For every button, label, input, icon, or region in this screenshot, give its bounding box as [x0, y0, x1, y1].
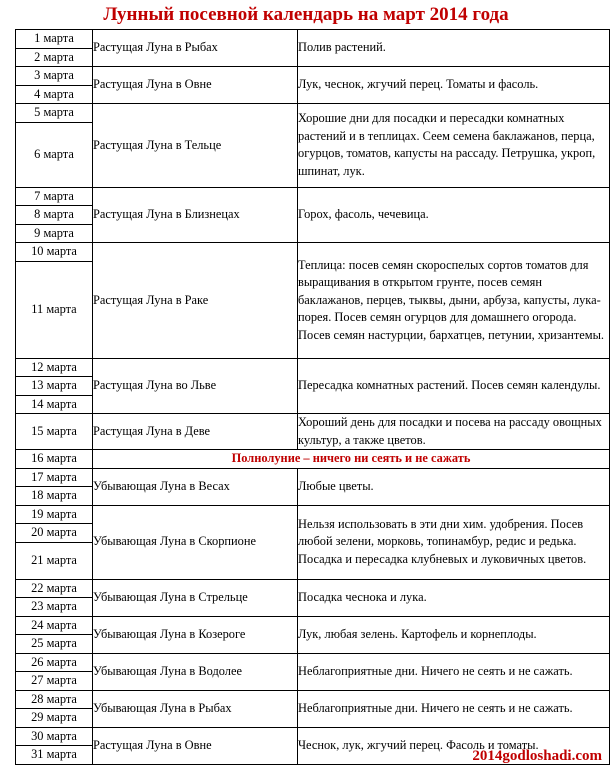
table-row [16, 243, 610, 262]
date-cell: 29 марта [16, 709, 93, 728]
date-cell: 30 марта [16, 727, 93, 746]
date-cell: 2 марта [16, 48, 93, 67]
moon-phase-cell: Растущая Луна в Рыбах [93, 30, 298, 67]
table-row [16, 358, 610, 377]
table-row [16, 187, 610, 206]
date-cell: 22 марта [16, 579, 93, 598]
table-row [16, 616, 610, 635]
table-row [16, 690, 610, 709]
moon-phase-cell: Растущая Луна в Раке [93, 243, 298, 359]
date-cell: 13 марта [16, 377, 93, 396]
table-row [16, 30, 610, 49]
recommendation-cell: Чеснок, лук, жгучий перец. Фасоль и томаты. [298, 727, 610, 764]
date-cell: 28 марта [16, 690, 93, 709]
date-cell: 31 марта [16, 746, 93, 765]
table-row [16, 653, 610, 672]
moon-phase-cell: Убывающая Луна в Рыбах [93, 690, 298, 727]
site-watermark: 2014godloshadi.com [472, 748, 602, 764]
moon-phase-cell: Растущая Луна в Овне [93, 67, 298, 104]
table-row [16, 414, 610, 450]
moon-phase-cell: Убывающая Луна в Водолее [93, 653, 298, 690]
moon-phase-cell: Растущая Луна в Деве [93, 414, 298, 450]
page-title: Лунный посевной календарь на март 2014 года [103, 4, 509, 25]
moon-phase-cell: Растущая Луна в Овне [93, 727, 298, 764]
date-cell: 12 марта [16, 358, 93, 377]
moon-phase-cell: Убывающая Луна в Козероге [93, 616, 298, 653]
date-cell: 15 марта [16, 414, 93, 450]
date-cell: 6 марта [16, 122, 93, 187]
date-cell: 21 марта [16, 542, 93, 579]
moon-phase-cell: Убывающая Луна в Скорпионе [93, 505, 298, 579]
date-cell: 17 марта [16, 468, 93, 487]
table-row [16, 450, 610, 469]
recommendation-cell: Теплица: посев семян скороспелых сортов томатов для выращивания в открытом грунте, посев семян баклажанов, перцев, тыквы, дыни, арбуза, капусты, лука-порея. Посев семян огурцов для домашнего огорода. Посев семян настурции, бархатцев, петунии, хризантемы. [298, 243, 610, 359]
date-cell: 9 марта [16, 224, 93, 243]
date-cell: 14 марта [16, 395, 93, 414]
table-row [16, 727, 610, 746]
date-cell: 11 марта [16, 261, 93, 358]
moon-phase-cell: Растущая Луна во Льве [93, 358, 298, 414]
sowing-calendar-table [15, 29, 610, 765]
date-cell: 20 марта [16, 524, 93, 543]
moon-phase-cell: Убывающая Луна в Стрельце [93, 579, 298, 616]
date-cell: 10 марта [16, 243, 93, 262]
date-cell: 7 марта [16, 187, 93, 206]
date-cell: 18 марта [16, 487, 93, 506]
recommendation-cell: Неблагоприятные дни. Ничего не сеять и не сажать. [298, 653, 610, 690]
recommendation-cell: Нельзя использовать в эти дни хим. удобрения. Посев любой зелени, морковь, топинамбур, редис и редька. Посадка и пересадка клубневых и луковичных цветов. [298, 505, 610, 579]
date-cell: 25 марта [16, 635, 93, 654]
recommendation-cell: Любые цветы. [298, 468, 610, 505]
date-cell: 26 марта [16, 653, 93, 672]
recommendation-cell: Полив растений. [298, 30, 610, 67]
date-cell: 24 марта [16, 616, 93, 635]
calendar-body [16, 30, 610, 765]
recommendation-cell: Горох, фасоль, чечевица. [298, 187, 610, 243]
recommendation-cell: Посадка чеснока и лука. [298, 579, 610, 616]
table-row [16, 579, 610, 598]
recommendation-cell: Хорошие дни для посадки и пересадки комнатных растений и в теплицах. Сеем семена баклажанов, перца, огурцов, томатов, капусты на рассаду. Петрушка, укроп, шпинат, лук. [298, 104, 610, 188]
full-moon-note: Полнолуние – ничего ни сеять и не сажать [93, 450, 610, 469]
recommendation-cell: Пересадка комнатных растений. Посев семян календулы. [298, 358, 610, 414]
moon-phase-cell: Убывающая Луна в Весах [93, 468, 298, 505]
recommendation-cell: Хороший день для посадки и посева на рассаду овощных культур, а также цветов. [298, 414, 610, 450]
date-cell: 1 марта [16, 30, 93, 49]
date-cell: 8 марта [16, 206, 93, 225]
date-cell: 19 марта [16, 505, 93, 524]
date-cell: 3 марта [16, 67, 93, 86]
moon-phase-cell: Растущая Луна в Близнецах [93, 187, 298, 243]
date-cell: 5 марта [16, 104, 93, 123]
table-row [16, 468, 610, 487]
recommendation-cell: Неблагоприятные дни. Ничего не сеять и не сажать. [298, 690, 610, 727]
recommendation-cell: Лук, любая зелень. Картофель и корнеплоды. [298, 616, 610, 653]
recommendation-cell: Лук, чеснок, жгучий перец. Томаты и фасоль. [298, 67, 610, 104]
table-row [16, 67, 610, 86]
date-cell: 4 марта [16, 85, 93, 104]
moon-phase-cell: Растущая Луна в Тельце [93, 104, 298, 188]
table-row [16, 505, 610, 524]
table-row [16, 104, 610, 123]
date-cell: 16 марта [16, 450, 93, 469]
date-cell: 27 марта [16, 672, 93, 691]
date-cell: 23 марта [16, 598, 93, 617]
